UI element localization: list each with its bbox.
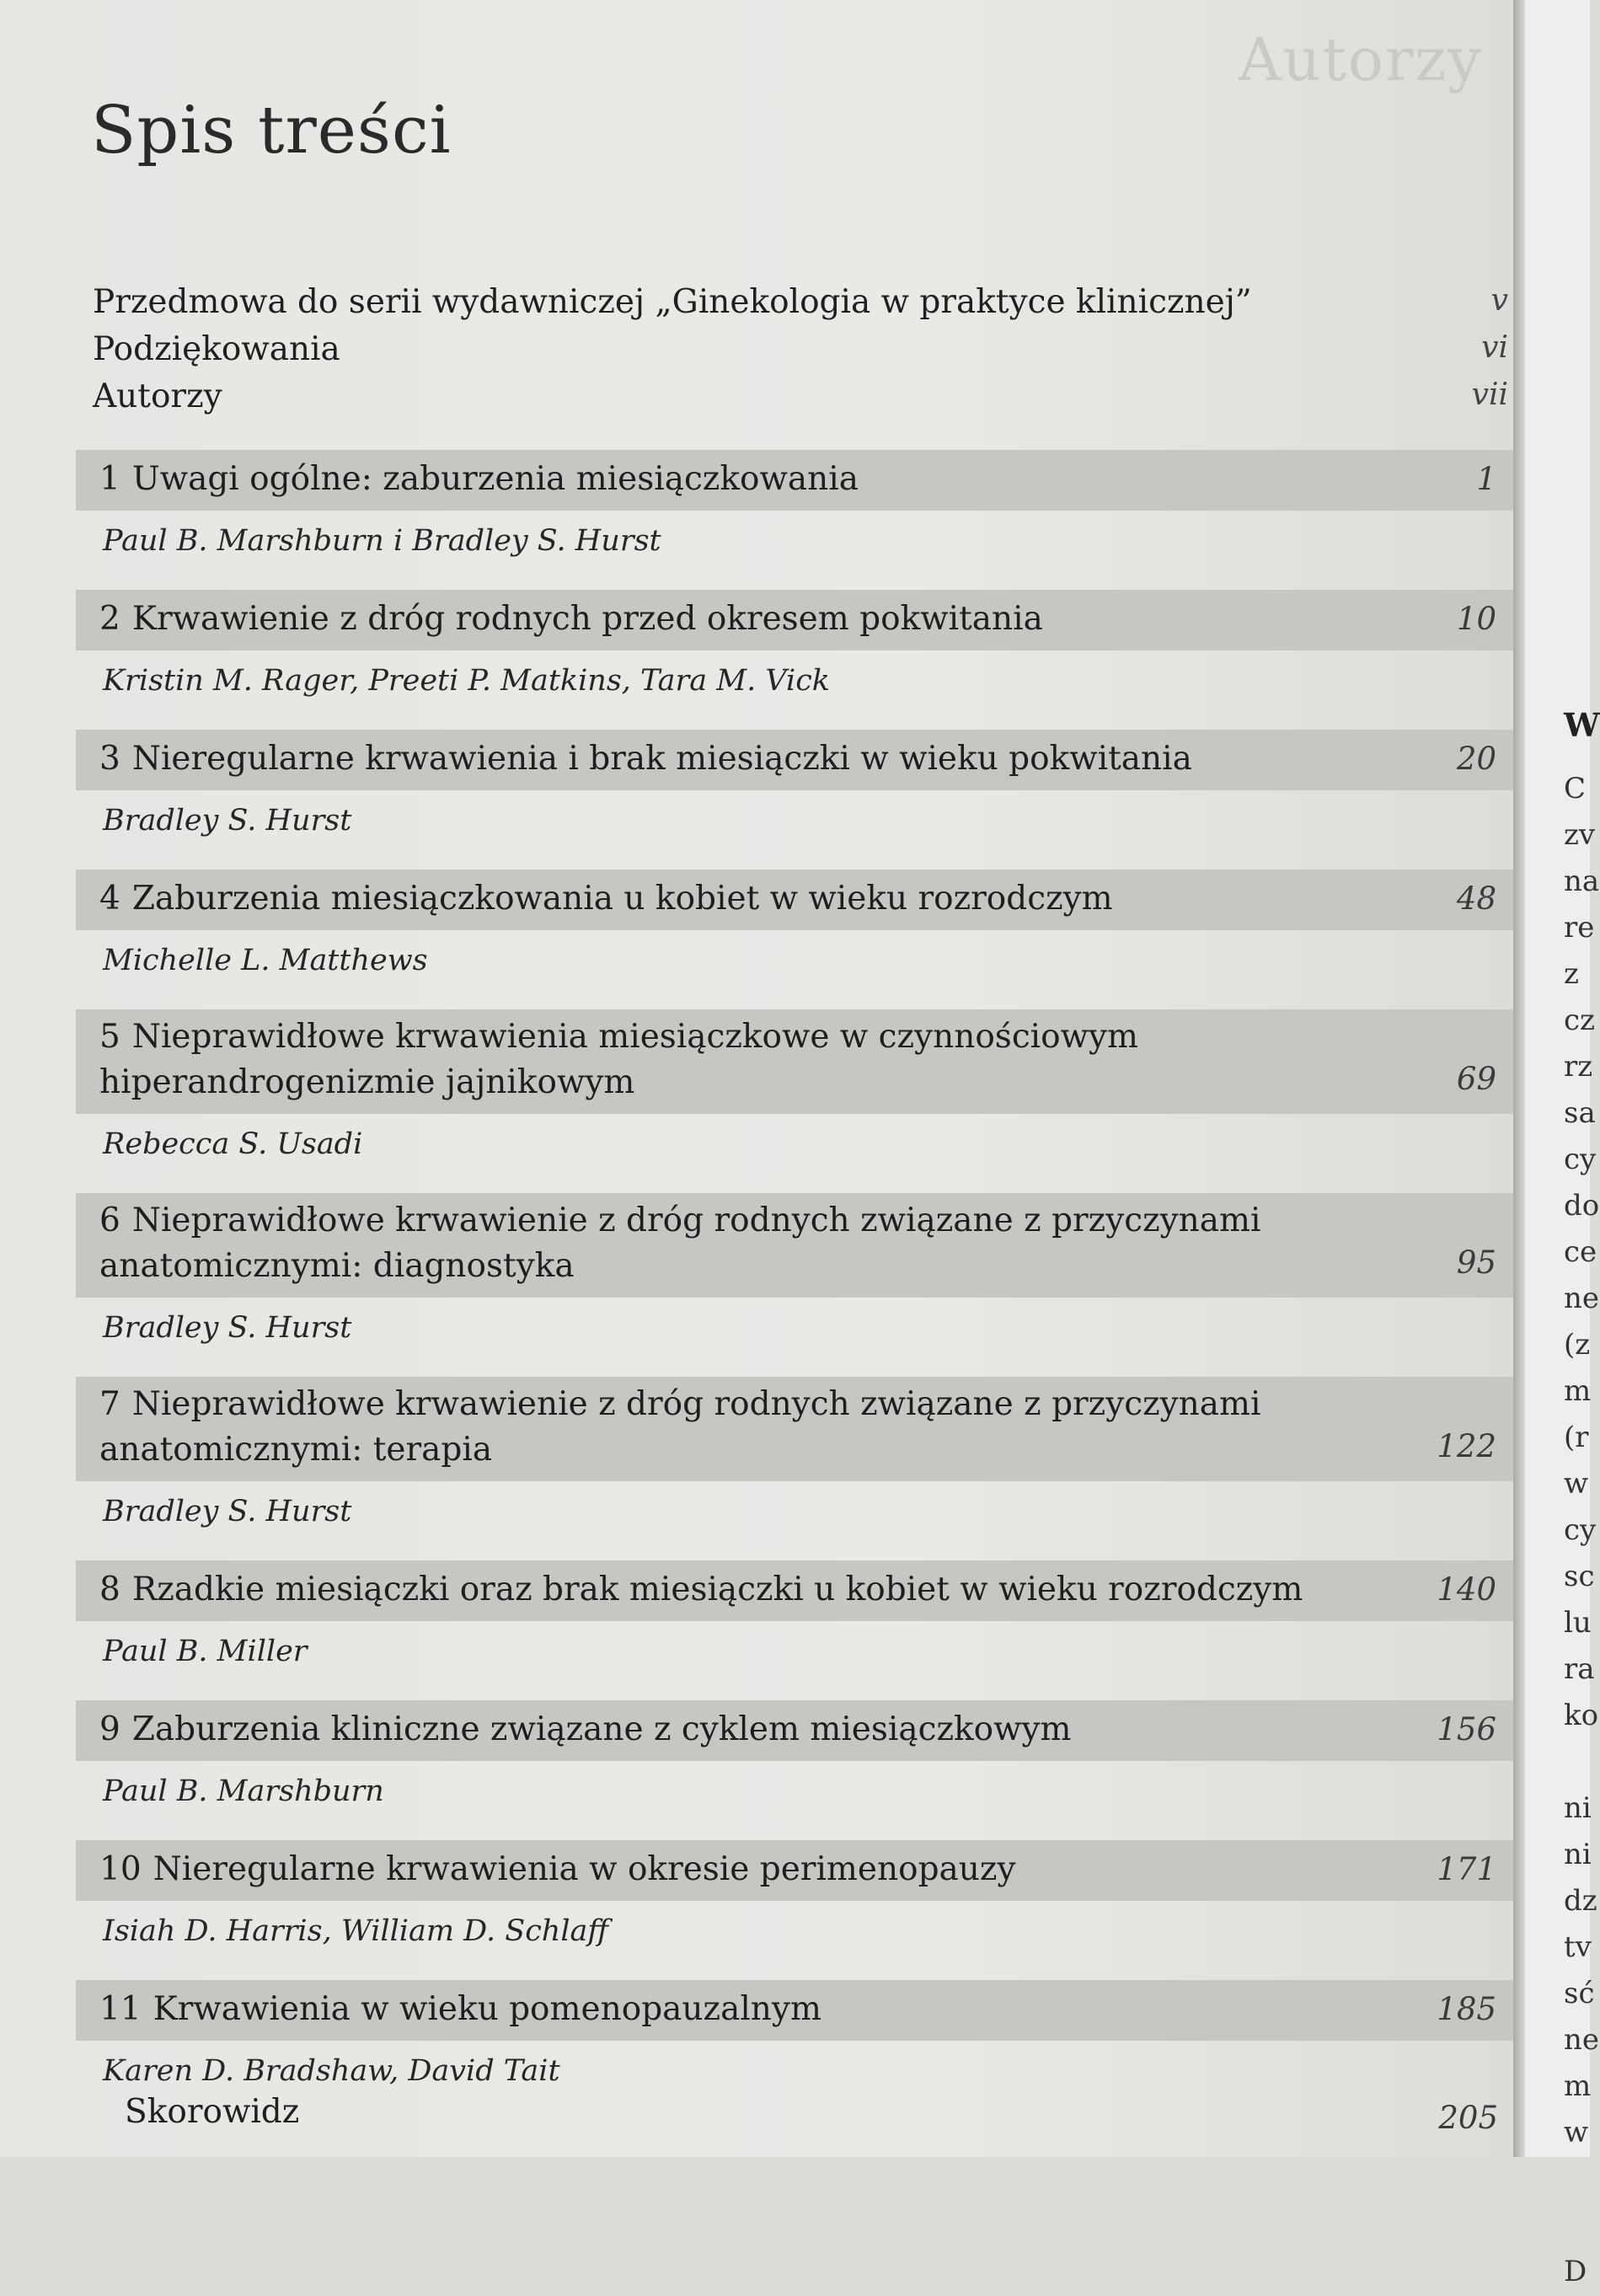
chapter-number: 5 (99, 1018, 120, 1056)
front-matter-item[interactable] (93, 377, 1508, 425)
chapter-page: 140 (1437, 1571, 1496, 1608)
chapter-number: 11 (99, 1990, 142, 2028)
chapter-entry[interactable] (76, 450, 1517, 558)
chapter-title: Nieprawidłowe krwawienie z dróg rodnych związane z przyczynami anatomicznymi: diagnostyka (99, 1202, 1261, 1285)
index-label: Skorowidz (125, 2093, 300, 2131)
front-matter-page: v (1490, 283, 1508, 318)
chapter-entry[interactable] (76, 1193, 1517, 1345)
chapter-title: Zaburzenia kliniczne związane z cyklem miesiączkowym (131, 1710, 1072, 1748)
chapter-title: Uwagi ogólne: zaburzenia miesiączkowania (131, 460, 859, 498)
facing-page-line-start: ra (1564, 1652, 1595, 1686)
chapter-entry[interactable] (76, 1560, 1517, 1668)
facing-page-line-start: ko (1564, 1699, 1599, 1732)
chapter-entry[interactable] (76, 1377, 1517, 1528)
facing-page-line-start (1564, 1740, 1599, 1786)
facing-page-line-start: do (1564, 1189, 1600, 1223)
facing-page-heading-letter: W (1564, 706, 1600, 744)
facing-page-line-start: cy (1564, 1143, 1597, 1176)
chapter-title: Nieregularne krwawienia i brak miesiączki w wieku pokwitania (131, 740, 1192, 778)
facing-page-line-start: sc (1564, 1560, 1595, 1593)
chapter-title-bar (76, 1009, 1517, 1114)
chapter-title: Krwawienia w wieku pomenopauzalnym (153, 1990, 821, 2028)
facing-page-line-starts (1564, 767, 1599, 2296)
chapter-title-bar (76, 870, 1517, 930)
facing-page-ghost-heading: Autorzy (1239, 25, 1483, 94)
facing-page-line-start: cz (1564, 1003, 1595, 1037)
chapter-number: 9 (99, 1710, 120, 1748)
facing-page-line-start: dz (1564, 1884, 1597, 1918)
chapter-entry[interactable] (76, 1980, 1517, 2088)
chapter-entry[interactable] (76, 1009, 1517, 1161)
chapter-page: 122 (1437, 1428, 1496, 1464)
facing-page-line-start (1564, 2157, 1599, 2203)
front-matter-label: Podziękowania (93, 330, 340, 368)
front-matter-item[interactable] (93, 330, 1508, 377)
chapter-page: 48 (1456, 880, 1496, 917)
chapter-number: 8 (99, 1571, 120, 1608)
chapter-entry[interactable] (76, 1700, 1517, 1808)
chapter-authors: Kristin M. Rager, Preeti P. Matkins, Tara M. Vick (103, 664, 831, 698)
chapter-title: Krwawienie z dróg rodnych przed okresem pokwitania (131, 600, 1043, 638)
chapter-title-bar (76, 590, 1517, 650)
chapter-authors: Karen D. Bradshaw, David Tait (103, 2054, 560, 2088)
facing-page-line-start: (z (1564, 1328, 1591, 1362)
facing-page-line-start: w (1564, 2116, 1589, 2149)
facing-page-line-start: sć (1564, 1977, 1595, 2010)
chapter-title-bar (76, 730, 1517, 790)
chapter-authors: Bradley S. Hurst (103, 1495, 352, 1528)
chapter-authors: Michelle L. Matthews (103, 944, 428, 977)
facing-page-line-start: (r (1564, 1421, 1589, 1454)
facing-page-line-start: C (1564, 772, 1587, 805)
chapter-authors: Paul B. Marshburn (103, 1774, 384, 1808)
chapter-number: 10 (99, 1850, 142, 1888)
front-matter-list (93, 283, 1508, 425)
facing-page-line-start: cy (1564, 1513, 1597, 1547)
chapter-page: 1 (1476, 461, 1496, 497)
chapter-authors: Bradley S. Hurst (103, 804, 352, 838)
chapter-page: 69 (1456, 1061, 1496, 1097)
chapter-entry[interactable] (76, 730, 1517, 838)
chapter-authors: Isiah D. Harris, William D. Schlaff (103, 1914, 609, 1948)
chapter-title-bar (76, 1377, 1517, 1481)
facing-page-line-start: sa (1564, 1096, 1596, 1130)
facing-page-line-start: ne (1564, 1282, 1600, 1315)
chapter-number: 7 (99, 1385, 120, 1423)
facing-page-line-start: na (1564, 864, 1600, 898)
chapter-title-bar (76, 1193, 1517, 1298)
facing-page-line-start: ne (1564, 2023, 1600, 2057)
facing-page-line-start: ce (1564, 1235, 1597, 1269)
chapter-authors: Rebecca S. Usadi (103, 1127, 363, 1161)
chapter-number: 2 (99, 600, 120, 638)
book-gutter (1513, 0, 1525, 2157)
facing-page-line-start: z (1564, 957, 1579, 991)
chapter-title-bar (76, 1840, 1517, 1901)
chapter-title: Rzadkie miesiączki oraz brak miesiączki u kobiet w wieku rozrodczym (131, 1571, 1303, 1608)
chapter-number: 6 (99, 1202, 120, 1239)
chapter-authors: Paul B. Miller (103, 1635, 308, 1668)
facing-page-line-start: lu (1564, 1606, 1592, 1640)
chapter-title: Nieregularne krwawienia w okresie perimenopauzy (153, 1850, 1016, 1888)
facing-page-line-start: m (1564, 1374, 1592, 1408)
index-page: 205 (1438, 2100, 1498, 2136)
chapter-page: 95 (1456, 1244, 1496, 1281)
chapter-entry[interactable] (76, 1840, 1517, 1948)
chapter-entry[interactable] (76, 590, 1517, 698)
facing-page-line-start: w (1564, 1467, 1589, 1501)
chapter-page: 156 (1437, 1711, 1496, 1747)
chapter-number: 3 (99, 740, 120, 778)
facing-page-line-start: ni (1564, 1838, 1592, 1871)
chapter-title: Nieprawidłowe krwawienia miesiączkowe w czynnościowym hiperandrogenizmie jajnikowym (99, 1018, 1139, 1101)
front-matter-page: vii (1471, 377, 1508, 412)
page-title: Spis treści (91, 93, 452, 169)
chapter-title-bar (76, 1560, 1517, 1621)
facing-page-line-start (1564, 2203, 1599, 2250)
chapter-title-bar (76, 450, 1517, 511)
facing-page-line-start: rz (1564, 1050, 1593, 1084)
facing-page-line-start: D (1564, 2255, 1587, 2288)
front-matter-label: Autorzy (93, 377, 222, 415)
chapter-page: 171 (1437, 1851, 1496, 1887)
chapter-title: Nieprawidłowe krwawienie z dróg rodnych związane z przyczynami anatomicznymi: terapia (99, 1385, 1261, 1469)
chapter-page: 20 (1456, 741, 1496, 777)
chapter-page: 10 (1456, 601, 1496, 637)
chapter-title-bar (76, 1700, 1517, 1761)
front-matter-item[interactable] (93, 283, 1508, 330)
facing-page-line-start: m (1564, 2069, 1592, 2103)
facing-page-edge (1525, 0, 1600, 2288)
chapter-list (76, 450, 1517, 2120)
chapter-number: 1 (99, 460, 120, 498)
front-matter-label: Przedmowa do serii wydawniczej „Ginekologia w praktyce klinicznej” (93, 283, 1252, 321)
facing-page-line-start: zv (1564, 818, 1596, 852)
chapter-authors: Bradley S. Hurst (103, 1311, 352, 1345)
chapter-authors: Paul B. Marshburn i Bradley S. Hurst (103, 524, 661, 558)
front-matter-page: vi (1481, 330, 1508, 365)
index-entry[interactable] (125, 2093, 1506, 2136)
chapter-title: Zaburzenia miesiączkowania u kobiet w wieku rozrodczym (131, 880, 1113, 918)
facing-page-line-start: ni (1564, 1791, 1592, 1825)
facing-page-line-start: tv (1564, 1930, 1592, 1964)
chapter-number: 4 (99, 880, 120, 918)
facing-page-line-start: re (1564, 911, 1595, 945)
chapter-title-bar (76, 1980, 1517, 2041)
chapter-page: 185 (1437, 1991, 1496, 2027)
chapter-entry[interactable] (76, 870, 1517, 977)
